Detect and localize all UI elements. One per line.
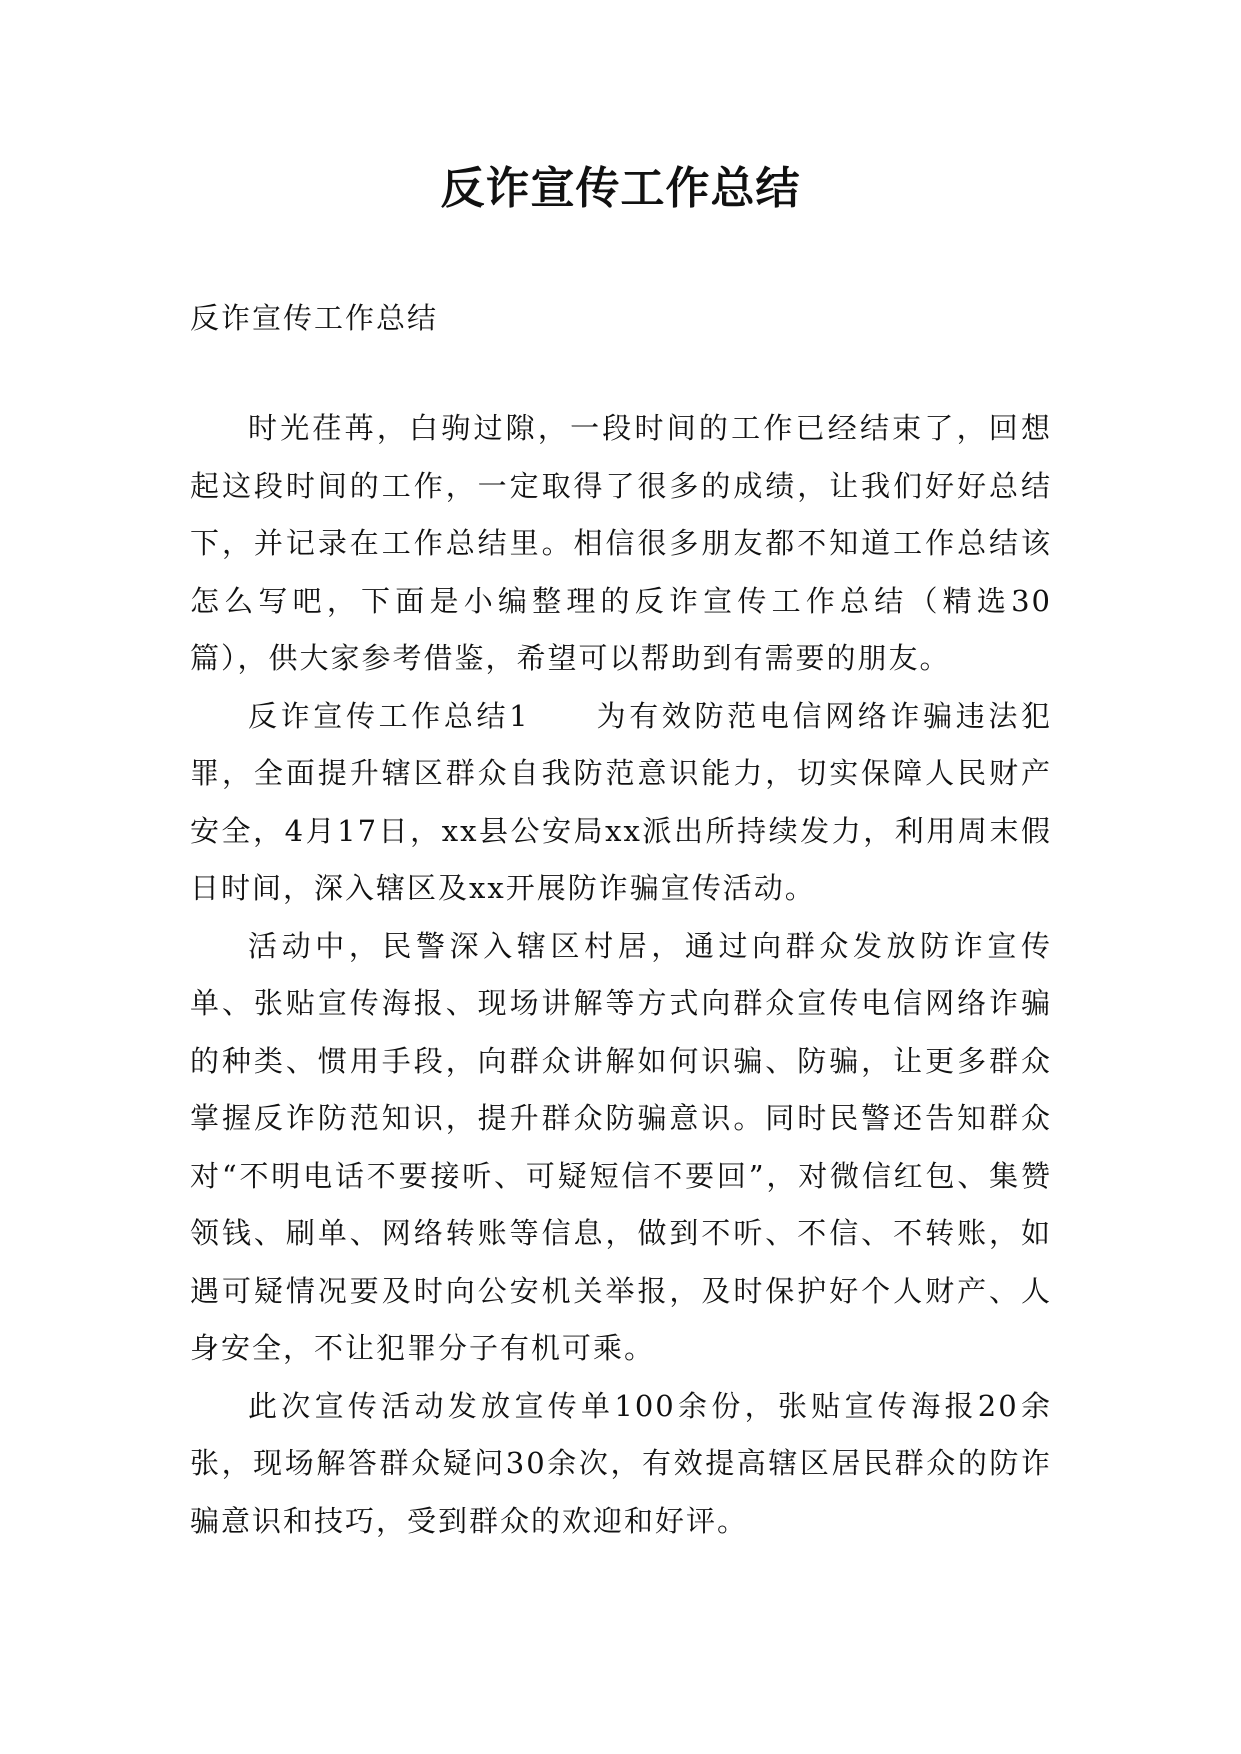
document-title: 反诈宣传工作总结 xyxy=(440,163,801,214)
document-subtitle: 反诈宣传工作总结 xyxy=(190,301,439,335)
paragraph-summary-1: 反诈宣传工作总结1 为有效防范电信网络诈骗违法犯罪，全面提升辖区群众自我防范意识能力，切实保障人民财产安全，4月17日，xx县公安局xx派出所持续发力，利用周末假日时间，深入辖区及xx开展防诈骗宣传活动。 xyxy=(190,698,1052,905)
paragraph-results: 此次宣传活动发放宣传单100余份，张贴宣传海报20余张，现场解答群众疑问30余次，有效提高辖区居民群众的防诈骗意识和技巧，受到群众的欢迎和好评。 xyxy=(190,1388,1052,1538)
document-body xyxy=(190,400,1052,1550)
paragraph-intro: 时光荏苒，白驹过隙，一段时间的工作已经结束了，回想起这段时间的工作，一定取得了很多的成绩，让我们好好总结下，并记录在工作总结里。相信很多朋友都不知道工作总结该怎么写吧，下面是小编整理的反诈宣传工作总结（精选30篇），供大家参考借鉴，希望可以帮助到有需要的朋友。 xyxy=(190,411,1052,675)
paragraph-activity: 活动中，民警深入辖区村居，通过向群众发放防诈宣传单、张贴宣传海报、现场讲解等方式向群众宣传电信网络诈骗的种类、惯用手段，向群众讲解如何识骗、防骗，让更多群众掌握反诈防范知识，提升群众防骗意识。同时民警还告知群众对“不明电话不要接听、可疑短信不要回”，对微信红包、集赞领钱、刷单、网络转账等信息，做到不听、不信、不转账，如遇可疑情况要及时向公安机关举报，及时保护好个人财产、人身安全，不让犯罪分子有机可乘。 xyxy=(190,928,1052,1365)
